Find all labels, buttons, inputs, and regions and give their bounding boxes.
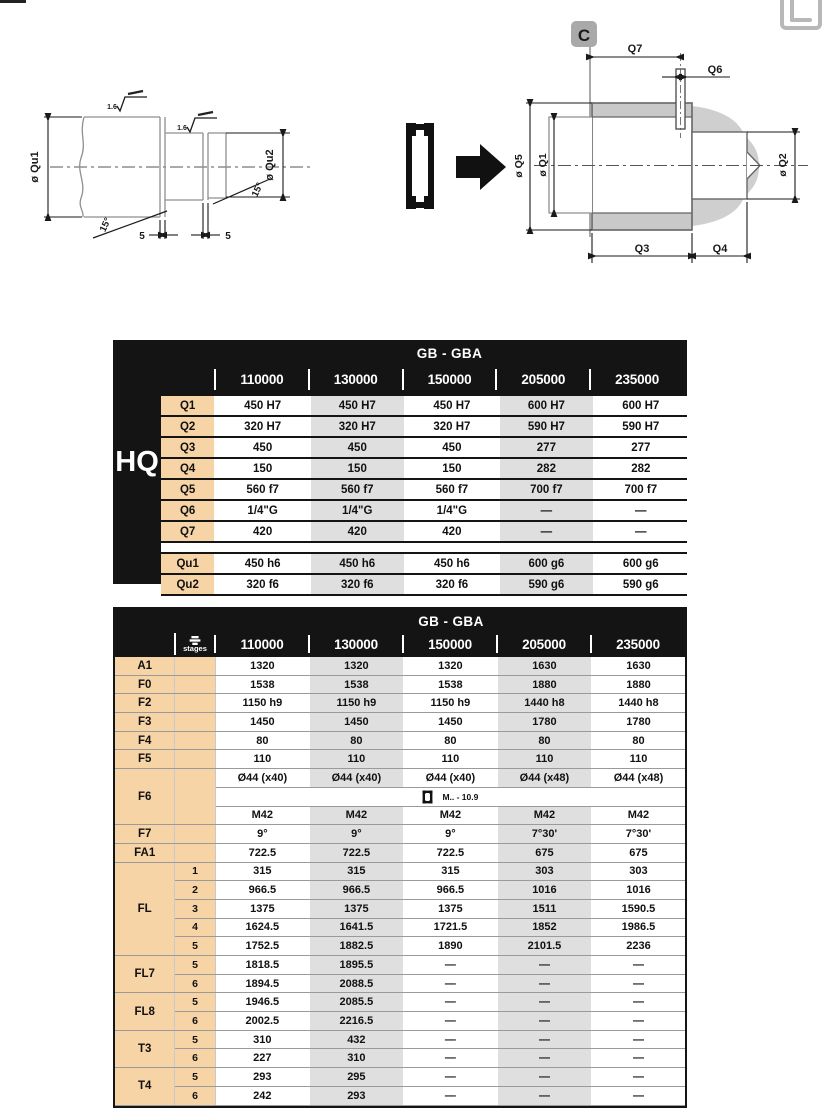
- cell: —: [497, 1068, 591, 1087]
- stage-cell: 5: [175, 937, 215, 956]
- cell: —: [591, 1030, 685, 1049]
- table-row: [115, 993, 685, 1012]
- cell: 1440 h8: [497, 694, 591, 713]
- table-row: [115, 769, 685, 788]
- cell: 7°30': [591, 825, 685, 844]
- cell: 590 H7: [499, 416, 593, 437]
- cell: —: [497, 993, 591, 1012]
- cell: 1986.5: [591, 918, 685, 937]
- seal-icon: [422, 790, 433, 804]
- cell: 1641.5: [309, 918, 403, 937]
- stage-cell: [175, 750, 215, 769]
- cell: 295: [309, 1068, 403, 1087]
- table-row: [115, 956, 685, 975]
- cell: 110: [403, 750, 497, 769]
- roughness-symbol-2: [177, 112, 217, 132]
- cell: 1450: [309, 713, 403, 732]
- cell: —: [497, 1012, 591, 1031]
- row-label: FL7: [115, 956, 175, 993]
- table-row: [161, 396, 687, 416]
- bore-cylinder: [549, 117, 592, 213]
- output-shaft-drawing: [20, 80, 380, 255]
- table-row: [161, 500, 687, 521]
- cell: 1150 h9: [309, 694, 403, 713]
- cell: 320 f6: [215, 574, 310, 595]
- row-label: F3: [115, 713, 175, 732]
- cell: 600 g6: [499, 553, 593, 574]
- cell: —: [499, 521, 593, 542]
- cell: 110: [591, 750, 685, 769]
- cell: 1721.5: [403, 918, 497, 937]
- cell: 600 H7: [499, 396, 593, 416]
- cell: 1780: [591, 713, 685, 732]
- stages-column-header: [175, 631, 215, 657]
- dim-q3-label: Q3: [634, 243, 650, 255]
- cell: 320 f6: [310, 574, 405, 595]
- note-text: M.. - 10.9: [442, 791, 479, 802]
- cell: 1895.5: [309, 956, 403, 975]
- mounting-dimensions-table: [113, 607, 687, 1108]
- cell: 1890: [403, 937, 497, 956]
- cell: 600 g6: [594, 553, 687, 574]
- cell: M42: [309, 806, 403, 825]
- cell: —: [497, 1086, 591, 1105]
- column-header: 150000: [403, 631, 497, 657]
- table-row: [161, 458, 687, 479]
- row-label: Q7: [161, 521, 215, 542]
- stage-cell: 5: [175, 993, 215, 1012]
- row-label: F5: [115, 750, 175, 769]
- cell: —: [594, 521, 687, 542]
- cell: —: [403, 1086, 497, 1105]
- seal-cross-section: [406, 123, 434, 209]
- table-row: [161, 437, 687, 458]
- cell: 722.5: [403, 843, 497, 862]
- cell: 227: [215, 1049, 309, 1068]
- cell: 1375: [215, 899, 309, 918]
- cell: 303: [497, 862, 591, 881]
- dim-qu2-label: ø Qu2: [264, 149, 276, 181]
- table-row: [161, 479, 687, 500]
- cell: 315: [309, 862, 403, 881]
- cell: 1375: [403, 899, 497, 918]
- cell: —: [497, 1049, 591, 1068]
- cell: 277: [499, 437, 593, 458]
- table-row: [161, 416, 687, 437]
- cell: M42: [403, 806, 497, 825]
- cell: 1880: [497, 675, 591, 694]
- dim-q2-label: ø Q2: [777, 153, 789, 177]
- stage-cell: [175, 731, 215, 750]
- table-row: [115, 657, 685, 675]
- dim-chamfer1-label: 5: [139, 231, 145, 242]
- stage-cell: 2: [175, 881, 215, 900]
- cell: 315: [403, 862, 497, 881]
- dim-chamfer2-label: 5: [225, 231, 231, 242]
- cell: 590 g6: [594, 574, 687, 595]
- cell: Ø44 (x48): [497, 769, 591, 788]
- cell: 1375: [309, 899, 403, 918]
- stage-cell: [175, 675, 215, 694]
- column-header: 110000: [215, 631, 309, 657]
- dim-q1-label: ø Q1: [537, 153, 549, 177]
- cell: 450 H7: [310, 396, 405, 416]
- column-header: 110000: [215, 364, 309, 395]
- cell: 450: [215, 437, 310, 458]
- dim-chamfer1: [149, 220, 178, 239]
- cell: 450 h6: [310, 553, 405, 574]
- stage-cell: [175, 713, 215, 732]
- table1-header: [215, 340, 684, 395]
- table1-column-headers: [215, 364, 684, 395]
- stage-cell: [175, 843, 215, 862]
- cell: 1150 h9: [215, 694, 309, 713]
- stage-cell: 3: [175, 899, 215, 918]
- column-header: 205000: [496, 364, 590, 395]
- cell: 450 H7: [215, 396, 310, 416]
- dim-q7-label: Q7: [627, 43, 643, 55]
- column-header: 130000: [309, 364, 403, 395]
- cell: 1/4"G: [405, 500, 500, 521]
- cell: Ø44 (x40): [215, 769, 309, 788]
- cell: 2236: [591, 937, 685, 956]
- cell: 110: [497, 750, 591, 769]
- cell: 1/4"G: [310, 500, 405, 521]
- cell: —: [403, 1012, 497, 1031]
- cell: 80: [215, 731, 309, 750]
- cell: 1150 h9: [403, 694, 497, 713]
- cell: 722.5: [309, 843, 403, 862]
- table1-title: GB - GBA: [416, 346, 483, 361]
- table-row: [115, 918, 685, 937]
- cell: 1511: [497, 899, 591, 918]
- roughness2-value: 1.6: [177, 125, 187, 132]
- cell: 320 f6: [405, 574, 500, 595]
- cell: —: [497, 956, 591, 975]
- cell: 560 f7: [405, 479, 500, 500]
- row-label: F0: [115, 675, 175, 694]
- row-label: FL8: [115, 993, 175, 1030]
- column-header: 235000: [590, 364, 684, 395]
- cell: 1320: [403, 657, 497, 675]
- row-label: FL: [115, 862, 175, 955]
- cell: 150: [215, 458, 310, 479]
- row-label: F7: [115, 825, 175, 844]
- cell: 9°: [403, 825, 497, 844]
- cell: 277: [594, 437, 687, 458]
- cell: 320 H7: [405, 416, 500, 437]
- cell: 420: [310, 521, 405, 542]
- cell: M42: [215, 806, 309, 825]
- cell: 1780: [497, 713, 591, 732]
- cell: 966.5: [309, 881, 403, 900]
- cell: 1752.5: [215, 937, 309, 956]
- row-label: T4: [115, 1068, 175, 1105]
- stage-cell: 5: [175, 1068, 215, 1087]
- table-row: [115, 713, 685, 732]
- table1-body: [161, 396, 687, 596]
- cell: 1894.5: [215, 974, 309, 993]
- cell: 1016: [497, 881, 591, 900]
- cell: 700 f7: [594, 479, 687, 500]
- table-row: [115, 1068, 685, 1087]
- section-badge-label: C: [577, 26, 591, 45]
- dim-q4-label: Q4: [712, 243, 728, 255]
- cell: —: [591, 974, 685, 993]
- cell: 2101.5: [497, 937, 591, 956]
- cell: 450: [405, 437, 500, 458]
- angle2-label: 15°: [249, 181, 266, 199]
- table2-title: GB - GBA: [418, 614, 484, 629]
- stage-cell: [175, 825, 215, 844]
- cell: 1590.5: [591, 899, 685, 918]
- stage-cell: 6: [175, 1012, 215, 1031]
- cell: 450 H7: [405, 396, 500, 416]
- stage-cell: 4: [175, 918, 215, 937]
- table-row: [161, 521, 687, 542]
- cell: 590 g6: [499, 574, 593, 595]
- cell: 420: [215, 521, 310, 542]
- stages-header-label: stages: [183, 644, 207, 653]
- row-label: Q1: [161, 396, 215, 416]
- note-cell: [215, 787, 685, 806]
- cell: 110: [309, 750, 403, 769]
- table-row: [161, 542, 687, 553]
- cell: 722.5: [215, 843, 309, 862]
- cell: 2088.5: [309, 974, 403, 993]
- roughness-symbol-1: [107, 91, 147, 111]
- cell: —: [403, 1068, 497, 1087]
- cell: 303: [591, 862, 685, 881]
- table-row: [115, 843, 685, 862]
- stage-cell: [175, 769, 215, 825]
- cell: 2085.5: [309, 993, 403, 1012]
- row-label: A1: [115, 657, 175, 675]
- cell: 80: [497, 731, 591, 750]
- cell: 310: [215, 1030, 309, 1049]
- row-label: FA1: [115, 843, 175, 862]
- cell: 9°: [309, 825, 403, 844]
- cell: —: [403, 993, 497, 1012]
- column-header: 205000: [497, 631, 591, 657]
- cell: 7°30': [497, 825, 591, 844]
- stage-cell: 6: [175, 1086, 215, 1105]
- bolt-note: [216, 790, 685, 804]
- stage-cell: [175, 657, 215, 675]
- cell: 2002.5: [215, 1012, 309, 1031]
- stage-cell: 6: [175, 974, 215, 993]
- table2-column-headers: [215, 631, 685, 657]
- row-label: T3: [115, 1030, 175, 1067]
- table-row: [115, 1086, 685, 1105]
- cell: Ø44 (x40): [309, 769, 403, 788]
- dim-qu1-label: ø Qu1: [29, 151, 41, 183]
- cell: 110: [215, 750, 309, 769]
- row-label: Q4: [161, 458, 215, 479]
- table-row: [115, 1049, 685, 1068]
- table-row: [115, 937, 685, 956]
- cell: 1880: [591, 675, 685, 694]
- cell: —: [591, 993, 685, 1012]
- dim-chamfer2: [191, 203, 220, 239]
- table-row: [115, 974, 685, 993]
- cell: 1320: [215, 657, 309, 675]
- column-header: 235000: [591, 631, 685, 657]
- cell: 9°: [215, 825, 309, 844]
- cell: —: [591, 1049, 685, 1068]
- dim-q6-label: Q6: [707, 64, 723, 76]
- cell: 293: [215, 1068, 309, 1087]
- column-header: 150000: [403, 364, 497, 395]
- cell: —: [499, 500, 593, 521]
- table-row: [161, 574, 687, 595]
- cell: 1/4"G: [215, 500, 310, 521]
- cell: 966.5: [215, 881, 309, 900]
- cell: 1016: [591, 881, 685, 900]
- cell: 1450: [403, 713, 497, 732]
- cell: Ø44 (x40): [403, 769, 497, 788]
- cell: 1538: [215, 675, 309, 694]
- cell: 560 f7: [215, 479, 310, 500]
- cell: 560 f7: [310, 479, 405, 500]
- cell: —: [591, 956, 685, 975]
- cell: 1624.5: [215, 918, 309, 937]
- stage-cell: 5: [175, 1030, 215, 1049]
- cell: 310: [309, 1049, 403, 1068]
- cell: Ø44 (x48): [591, 769, 685, 788]
- cell: 675: [497, 843, 591, 862]
- cell: —: [594, 500, 687, 521]
- cell: —: [403, 1049, 497, 1068]
- table-row: [115, 881, 685, 900]
- table-row: [115, 825, 685, 844]
- hq-dimensions-table: [113, 340, 687, 591]
- cell: —: [403, 956, 497, 975]
- cell: 1538: [403, 675, 497, 694]
- cell: 2216.5: [309, 1012, 403, 1031]
- row-label: Q5: [161, 479, 215, 500]
- cell: 1818.5: [215, 956, 309, 975]
- cell: 1852: [497, 918, 591, 937]
- table2-header: [115, 609, 685, 657]
- cell: 320 H7: [310, 416, 405, 437]
- cell: 590 H7: [594, 416, 687, 437]
- cell: 150: [405, 458, 500, 479]
- cell: 700 f7: [499, 479, 593, 500]
- row-label: Qu2: [161, 574, 215, 595]
- cell: 282: [594, 458, 687, 479]
- cell: 1882.5: [309, 937, 403, 956]
- cell: 450: [310, 437, 405, 458]
- cell: —: [497, 974, 591, 993]
- cell: 80: [403, 731, 497, 750]
- stage-cell: 1: [175, 862, 215, 881]
- cell: 1538: [309, 675, 403, 694]
- cell: M42: [591, 806, 685, 825]
- cell: 293: [309, 1086, 403, 1105]
- cell: 675: [591, 843, 685, 862]
- hub-section-drawing: [468, 13, 830, 278]
- table-row: [115, 899, 685, 918]
- cell: —: [403, 974, 497, 993]
- cell: —: [591, 1068, 685, 1087]
- cell: 450 h6: [215, 553, 310, 574]
- cell: 320 H7: [215, 416, 310, 437]
- row-label: Q6: [161, 500, 215, 521]
- row-label: F4: [115, 731, 175, 750]
- table-row: [115, 694, 685, 713]
- table2-body: [115, 657, 685, 1106]
- cell: 432: [309, 1030, 403, 1049]
- cell: M42: [497, 806, 591, 825]
- cell: 420: [405, 521, 500, 542]
- table-row: [115, 750, 685, 769]
- table-row: [161, 553, 687, 574]
- cell: —: [497, 1030, 591, 1049]
- cell: 80: [309, 731, 403, 750]
- stage-cell: 6: [175, 1049, 215, 1068]
- roughness1-value: 1.6: [107, 104, 117, 111]
- cell: 1630: [591, 657, 685, 675]
- table-row: [115, 862, 685, 881]
- cell: 1320: [309, 657, 403, 675]
- row-label: Q3: [161, 437, 215, 458]
- cell: 242: [215, 1086, 309, 1105]
- cell: 282: [499, 458, 593, 479]
- cell: —: [591, 1012, 685, 1031]
- cell: —: [591, 1086, 685, 1105]
- cell: 315: [215, 862, 309, 881]
- angle1-label: 15°: [97, 216, 114, 234]
- cell: 600 H7: [594, 396, 687, 416]
- cell: 1946.5: [215, 993, 309, 1012]
- spacer-cell: [161, 542, 687, 553]
- table1-group-label: HQ: [115, 445, 159, 478]
- table-row: [115, 1012, 685, 1031]
- cell: 450 h6: [405, 553, 500, 574]
- cell: —: [403, 1030, 497, 1049]
- cell: 1440 h8: [591, 694, 685, 713]
- cell: 80: [591, 731, 685, 750]
- cell: 1630: [497, 657, 591, 675]
- row-label: F6: [115, 769, 175, 825]
- page-edge-mark: [0, 0, 26, 3]
- table-row: [115, 1030, 685, 1049]
- table-row: [115, 675, 685, 694]
- cell: 1450: [215, 713, 309, 732]
- column-header: 130000: [309, 631, 403, 657]
- stage-cell: 5: [175, 956, 215, 975]
- row-label: Qu1: [161, 553, 215, 574]
- row-label: Q2: [161, 416, 215, 437]
- cell: 150: [310, 458, 405, 479]
- stage-cell: [175, 694, 215, 713]
- dim-q5-label: ø Q5: [513, 154, 525, 178]
- cell: 966.5: [403, 881, 497, 900]
- row-label: F2: [115, 694, 175, 713]
- table-row: [115, 731, 685, 750]
